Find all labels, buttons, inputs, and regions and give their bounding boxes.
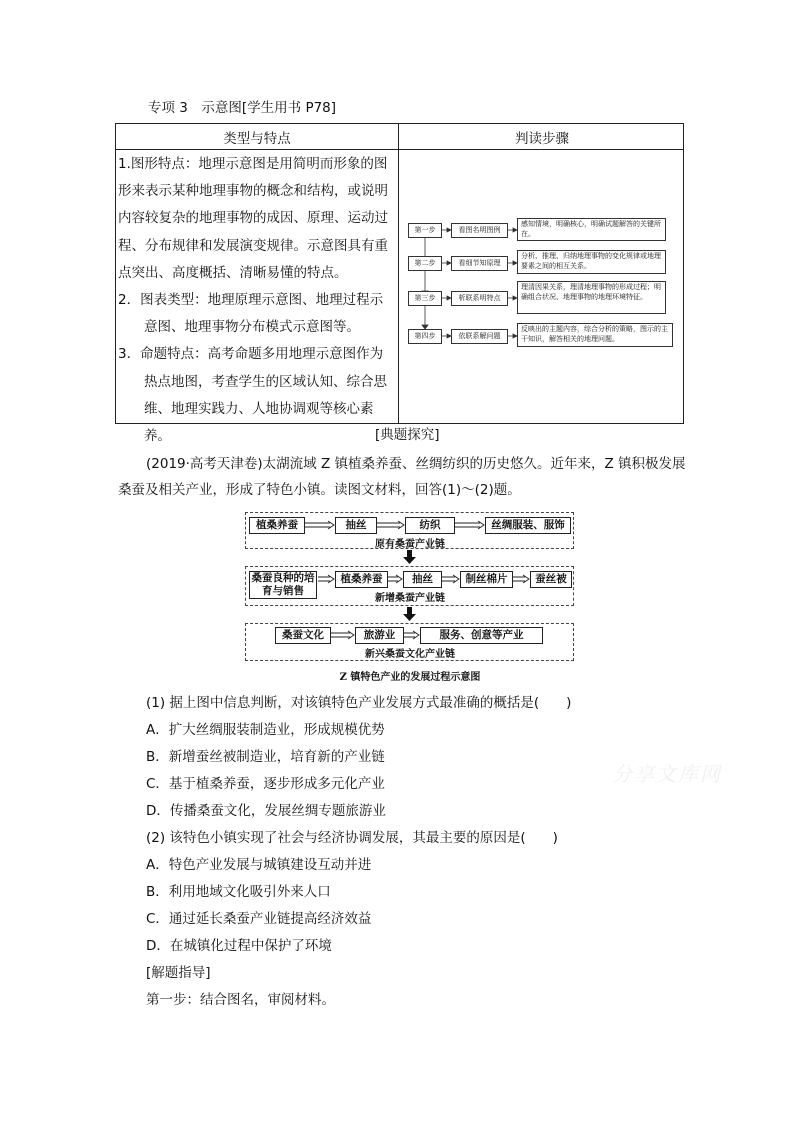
intro-line-1: (2019·高考天津卷)太湖流域 Z 镇植桑养蚕、丝绸纺织的历史悠久。近年来，Z 镇积极发展 bbox=[146, 456, 686, 472]
watermark: 分享文库网 bbox=[612, 762, 722, 786]
feature-item-1: 1.图形特点：地理示意图是用简明而形象的图形来表示某种地理事物的概念和结构，或说明内容较复杂的地理事物的成因、原理、运动过程、分布规律和发展演变规律。示意图具有重点突出、高度概括、清晰易懂的特点。 bbox=[118, 156, 388, 281]
section-title: 专项 3 示意图[学生用书 P78] bbox=[148, 100, 337, 116]
step-4-box: 第四步 bbox=[408, 329, 442, 344]
intro-line-2: 桑蚕及相关产业，形成了特色小镇。读图文材料，回答(1)～(2)题。 bbox=[118, 482, 521, 498]
step-3-box: 第三步 bbox=[408, 291, 442, 306]
table-header-type: 类型与特点 bbox=[223, 131, 291, 147]
chain-r1-item-1: 植桑养蚕 bbox=[249, 517, 305, 534]
step-4-desc: 反映出的主题内容，综合分析的策略，图示的主干知识，解答相关的地理问题。 bbox=[517, 323, 673, 347]
table-header-steps: 判读步骤 bbox=[515, 131, 569, 147]
chain-r2-label: 新增桑蚕产业链 bbox=[375, 593, 445, 604]
chain-r2-item-5: 蚕丝被 bbox=[530, 571, 572, 588]
question-1-option-b: B．新增蚕丝被制造业，培育新的产业链 bbox=[146, 749, 385, 765]
question-2-stem: (2) 该特色小镇实现了社会与经济协调发展，其最主要的原因是( ) bbox=[146, 830, 558, 846]
chain-r1-item-4: 丝绸服装、服饰 bbox=[485, 517, 571, 534]
question-2-option-b: B．利用地域文化吸引外来人口 bbox=[146, 884, 331, 900]
feature-item-3: 3．命题特点：高考命题多用地理示意图作为热点地图，考查学生的区域认知、综合思维、地理实践力、人地协调观等核心素养。 bbox=[118, 346, 387, 445]
chain-r2-item-1: 桑蚕良种的培育与销售 bbox=[249, 571, 317, 599]
question-1-option-c: C．基于植桑养蚕，逐步形成多元化产业 bbox=[146, 776, 385, 792]
step-2-box: 第二步 bbox=[408, 256, 442, 271]
chain-r1-item-3: 纺织 bbox=[405, 517, 455, 534]
step-1-action: 看图名明图例 bbox=[451, 223, 508, 238]
step-2-action: 看细节知原理 bbox=[451, 256, 508, 271]
step-1-desc: 感知情境，明确核心，明确试题解答的关键所在。 bbox=[517, 218, 666, 241]
chain-r3-item-2: 旅游业 bbox=[355, 627, 404, 644]
step-1-box: 第一步 bbox=[408, 223, 442, 238]
guide-heading: [解题指导] bbox=[146, 965, 211, 981]
step-4-action: 依联系解问题 bbox=[451, 329, 508, 344]
chain-r1-item-2: 抽丝 bbox=[335, 517, 377, 534]
step-3-action: 析联系明特点 bbox=[451, 291, 508, 306]
chain-caption: Z 镇特色产业的发展过程示意图 bbox=[339, 672, 481, 683]
example-heading: [典题探究] bbox=[375, 427, 440, 443]
chain-r3-item-3: 服务、创意等产业 bbox=[420, 627, 543, 644]
question-1-option-d: D．传播桑蚕文化，发展丝绸专题旅游业 bbox=[146, 803, 386, 819]
chain-r1-label: 原有桑蚕产业链 bbox=[375, 539, 445, 550]
question-1-stem: (1) 据上图中信息判断，对该镇特色产业发展方式最准确的概括是( ) bbox=[146, 695, 572, 711]
chain-r2-item-2: 植桑养蚕 bbox=[335, 571, 388, 588]
guide-step-1: 第一步：结合图名，审阅材料。 bbox=[146, 992, 335, 1008]
question-1-option-a: A．扩大丝绸服装制造业，形成规模优势 bbox=[146, 722, 385, 738]
feature-item-2: 2．图表类型：地理原理示意图、地理过程示意图、地理事物分布模式示意图等。 bbox=[118, 292, 384, 336]
question-2-option-a: A．特色产业发展与城镇建设互动并进 bbox=[146, 857, 372, 873]
chain-r3-label: 新兴桑蚕文化产业链 bbox=[365, 649, 455, 660]
question-2-option-c: C．通过延长桑蚕产业链提高经济效益 bbox=[146, 911, 372, 927]
chain-r2-item-4: 制丝棉片 bbox=[460, 571, 513, 588]
chain-r2-item-3: 抽丝 bbox=[403, 571, 442, 588]
chain-r3-item-1: 桑蚕文化 bbox=[275, 627, 331, 644]
step-3-desc: 理清因果关系，理清地理事物的形成过程；明确组合状况、地理事物的地理环境特征。 bbox=[517, 281, 666, 314]
question-2-option-d: D．在城镇化过程中保护了环境 bbox=[146, 938, 332, 954]
step-2-desc: 分析、推理、归纳地理事物的变化规律或地理要素之间的相互关系。 bbox=[517, 250, 666, 274]
